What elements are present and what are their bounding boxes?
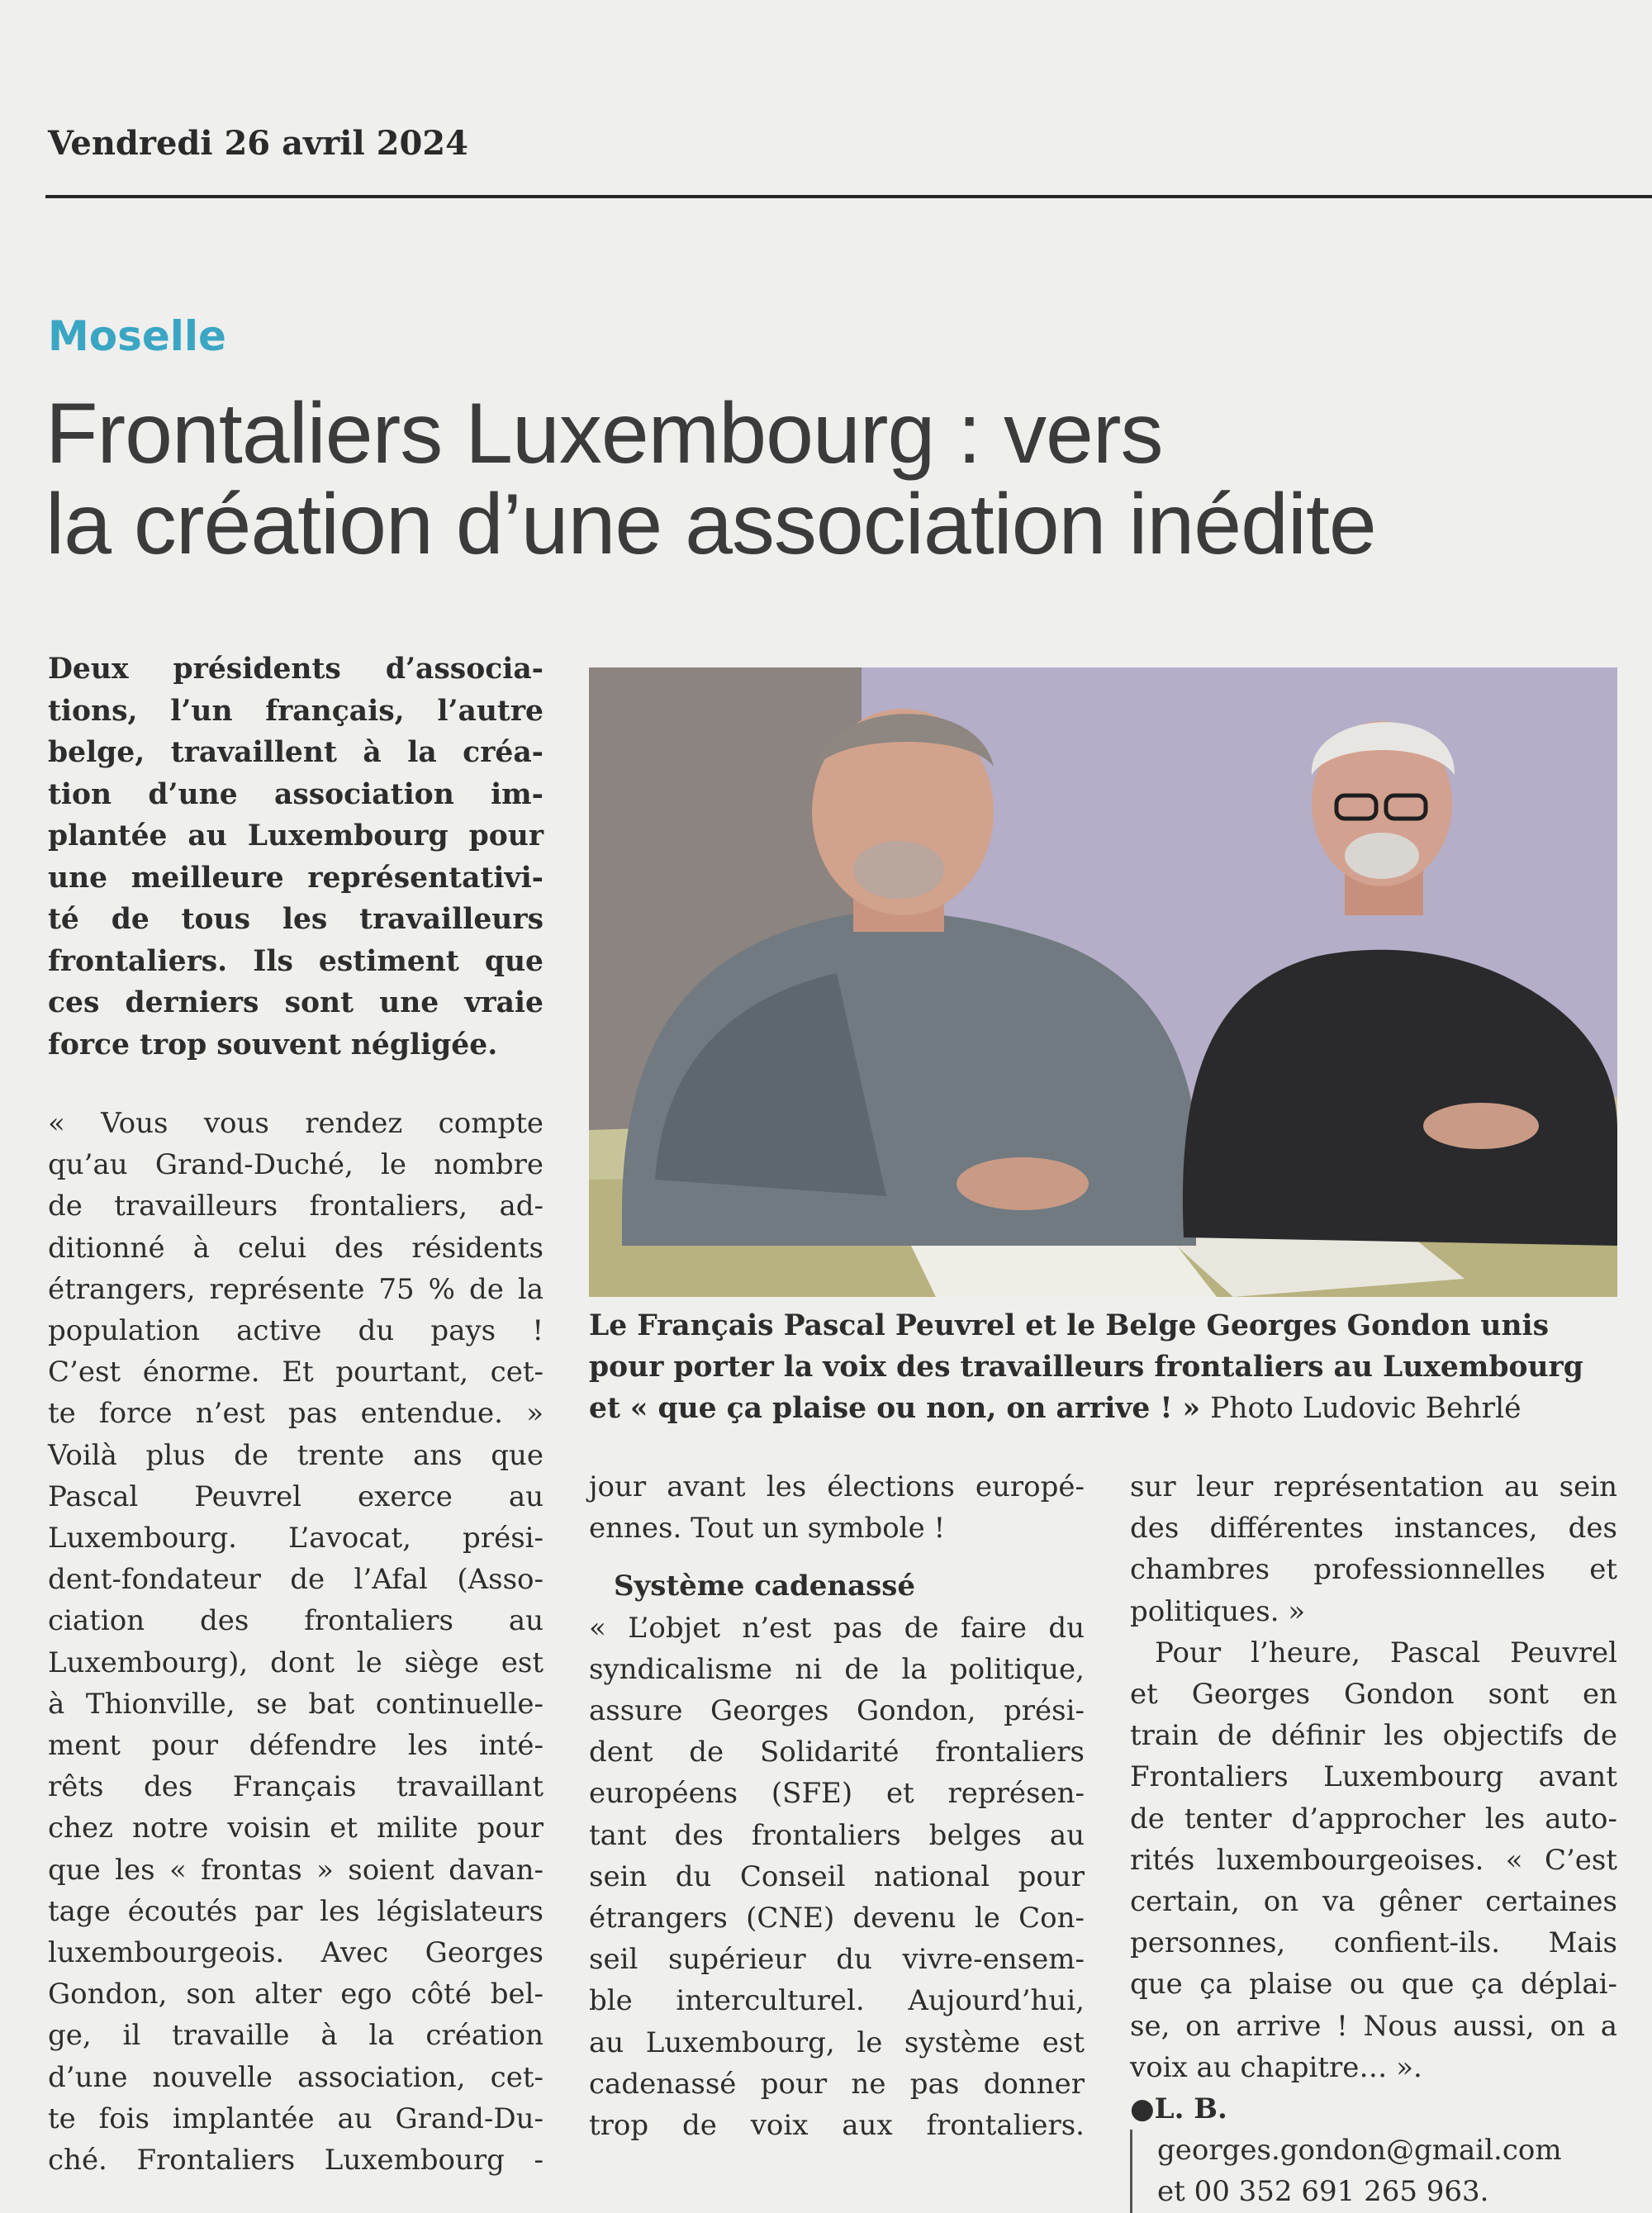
body-line: qu’au Grand-Duché, le nombre bbox=[48, 1148, 544, 1182]
body-line: des différentes instances, des bbox=[1130, 1512, 1617, 1546]
body-line: trop de voix aux frontaliers. bbox=[589, 2109, 1085, 2143]
body-line: se, on arrive ! Nous aussi, on a bbox=[1130, 2009, 1617, 2043]
photo-credit: Photo Ludovic Behrlé bbox=[1210, 1392, 1521, 1425]
spacer bbox=[589, 1549, 1085, 1565]
body-line: te force n’est pas entendue. » bbox=[48, 1397, 544, 1431]
lead-paragraph bbox=[48, 648, 544, 1066]
body-line: ché. Frontaliers Luxembourg - bbox=[48, 2144, 544, 2177]
lead-line: frontaliers. Ils estiment que bbox=[48, 944, 544, 978]
author-signature: ●L. B. bbox=[1130, 2092, 1227, 2126]
article-photo bbox=[589, 667, 1617, 1297]
lead-line: tion d’une association im- bbox=[48, 777, 544, 811]
body-line: Luxembourg. L’avocat, prési- bbox=[48, 1522, 544, 1555]
body-line: chambres professionnelles et bbox=[1130, 1553, 1617, 1587]
body-line: voix au chapitre… ». bbox=[1130, 2050, 1422, 2084]
subheading: Système cadenassé bbox=[614, 1570, 916, 1603]
body-line: Luxembourg), dont le siège est bbox=[48, 1646, 544, 1679]
body-line: personnes, confient-ils. Mais bbox=[1130, 1926, 1617, 1960]
body-line: d’une nouvelle association, cet- bbox=[48, 2060, 544, 2094]
caption-line: Le Français Pascal Peuvrel et le Belge Georges Gondon unis bbox=[589, 1309, 1550, 1342]
body-line: ge, il travaille à la création bbox=[48, 2019, 544, 2053]
header-rule bbox=[45, 195, 1652, 198]
body-line: au Luxembourg, le système est bbox=[589, 2025, 1085, 2059]
body-line: à Thionville, se bat continuelle- bbox=[48, 1687, 544, 1721]
body-line: rêts des Français travaillant bbox=[48, 1770, 544, 1804]
photo-caption bbox=[589, 1305, 1617, 1429]
body-line: dent-fondateur de l’Afal (Asso- bbox=[48, 1563, 544, 1597]
body-line: de travailleurs frontaliers, ad- bbox=[48, 1190, 544, 1223]
lead-line: ces derniers sont une vraie bbox=[48, 986, 544, 1019]
body-line: de tenter d’approcher les auto- bbox=[1130, 1802, 1617, 1835]
body-line: Pour l’heure, Pascal Peuvrel bbox=[1155, 1636, 1617, 1669]
body-line: C’est énorme. Et pourtant, cet- bbox=[48, 1356, 544, 1389]
body-line: Gondon, son alter ego côté bel- bbox=[48, 1978, 544, 2011]
body-line: ble interculturel. Aujourd’hui, bbox=[589, 1984, 1085, 2018]
lead-line: té de tous les travailleurs bbox=[48, 903, 544, 936]
body-line: population active du pays ! bbox=[48, 1314, 544, 1348]
body-line: cadenassé pour ne pas donner bbox=[589, 2067, 1085, 2101]
body-line: seil supérieur du vivre-ensem- bbox=[589, 1943, 1085, 1977]
article-column-3 bbox=[1130, 1466, 1617, 2213]
body-line: que ça plaise ou que ça déplai- bbox=[1130, 1968, 1617, 2002]
section-label: Moselle bbox=[48, 312, 226, 360]
lead-line: Deux présidents d’associa- bbox=[48, 653, 544, 686]
body-line: européens (SFE) et représen- bbox=[589, 1777, 1085, 1811]
caption-line-end: et « que ça plaise ou non, on arrive ! » bbox=[589, 1392, 1201, 1425]
body-line: syndicalisme ni de la politique, bbox=[589, 1652, 1085, 1686]
lead-line: plantée au Luxembourg pour bbox=[48, 819, 544, 852]
body-line: tant des frontaliers belges au bbox=[589, 1818, 1085, 1852]
body-line: te fois implantée au Grand-Du- bbox=[48, 2101, 544, 2135]
body-line: luxembourgeois. Avec Georges bbox=[48, 1936, 544, 1970]
body-line: que les « frontas » soient davan- bbox=[48, 1853, 544, 1887]
body-line: ment pour défendre les inté- bbox=[48, 1729, 544, 1763]
body-line: étrangers, représente 75 % de la bbox=[48, 1272, 544, 1306]
photo-illustration bbox=[589, 667, 1617, 1297]
body-line: sur leur représentation au sein bbox=[1130, 1470, 1617, 1503]
lead-line: force trop souvent négligée. bbox=[48, 1028, 498, 1061]
headline-line: la création d’une association inédite bbox=[45, 477, 1376, 572]
body-line: « L’objet n’est pas de faire du bbox=[589, 1611, 1085, 1645]
lead-line: belge, travaillent à la créa- bbox=[48, 736, 544, 769]
body-line: étrangers (CNE) devenu le Con- bbox=[589, 1902, 1085, 1935]
contact-email[interactable]: georges.gondon@gmail.com bbox=[1130, 2130, 1617, 2171]
body-line: chez notre voisin et milite pour bbox=[48, 1812, 544, 1845]
body-line: train de définir les objectifs de bbox=[1130, 1719, 1617, 1753]
body-line: ditionné à celui des résidents bbox=[48, 1231, 544, 1265]
page-date: Vendredi 26 avril 2024 bbox=[48, 124, 468, 163]
body-line: et Georges Gondon sont en bbox=[1130, 1678, 1617, 1712]
body-line: assure Georges Gondon, prési- bbox=[589, 1694, 1085, 1728]
body-line: rités luxembourgeoises. « C’est bbox=[1130, 1843, 1617, 1877]
body-line: Voilà plus de trente ans que bbox=[48, 1438, 544, 1472]
contact-phone: et 00 352 691 265 963. bbox=[1130, 2171, 1617, 2212]
headline-line: Frontaliers Luxembourg : vers bbox=[45, 386, 1163, 482]
body-line: Pascal Peuvrel exerce au bbox=[48, 1479, 544, 1513]
body-line: Frontaliers Luxembourg avant bbox=[1130, 1760, 1617, 1794]
article-column-2 bbox=[589, 1466, 1085, 2146]
body-line: ciation des frontaliers au bbox=[48, 1604, 544, 1638]
body-line: jour avant les élections europé- bbox=[589, 1470, 1085, 1503]
body-line: sein du Conseil national pour bbox=[589, 1859, 1085, 1893]
body-line: tage écoutés par les législateurs bbox=[48, 1894, 544, 1928]
body-line: certain, on va gêner certaines bbox=[1130, 1885, 1617, 1919]
lead-line: tions, l’un français, l’autre bbox=[48, 694, 544, 728]
headline bbox=[45, 388, 1640, 570]
body-line: « Vous vous rendez compte bbox=[48, 1107, 544, 1140]
lead-line: une meilleure représentativi- bbox=[48, 861, 544, 895]
body-line: politiques. » bbox=[1130, 1594, 1306, 1628]
caption-line: pour porter la voix des travailleurs frontaliers au Luxembourg bbox=[589, 1351, 1583, 1384]
body-line: dent de Solidarité frontaliers bbox=[589, 1736, 1085, 1769]
article-column-1 bbox=[48, 1103, 544, 2181]
body-line: ennes. Tout un symbole ! bbox=[589, 1512, 946, 1546]
caption-line bbox=[589, 1388, 1617, 1429]
